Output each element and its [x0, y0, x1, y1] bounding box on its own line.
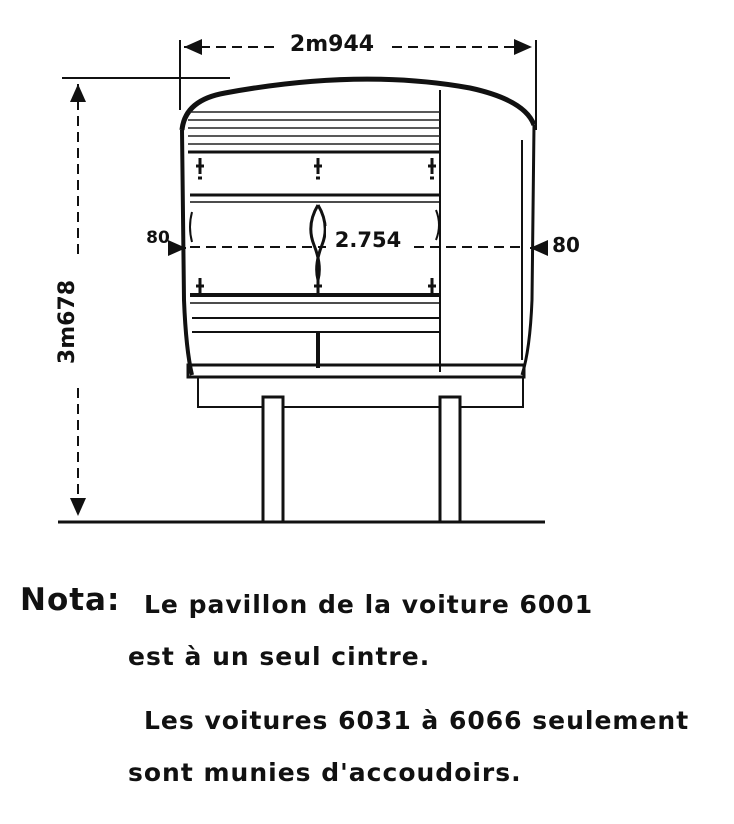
- note-line-2: est à un seul cintre.: [128, 642, 431, 671]
- note-label: Nota:: [20, 582, 121, 618]
- right-side-label: 80: [552, 233, 580, 257]
- width-label: 2m944: [289, 32, 375, 57]
- inner-width-dimension: [146, 226, 580, 257]
- height-label: 3m678: [55, 279, 80, 365]
- left-side-label: 80: [146, 228, 170, 248]
- note-block: [0, 560, 734, 824]
- note-line-1: Le pavillon de la voiture 6001: [144, 590, 594, 619]
- note-line-4: sont munies d'accoudoirs.: [128, 758, 522, 787]
- note-line-3: Les voitures 6031 à 6066 seulement: [144, 706, 690, 735]
- inner-width-label: 2.754: [334, 228, 402, 252]
- support-posts: [263, 397, 460, 522]
